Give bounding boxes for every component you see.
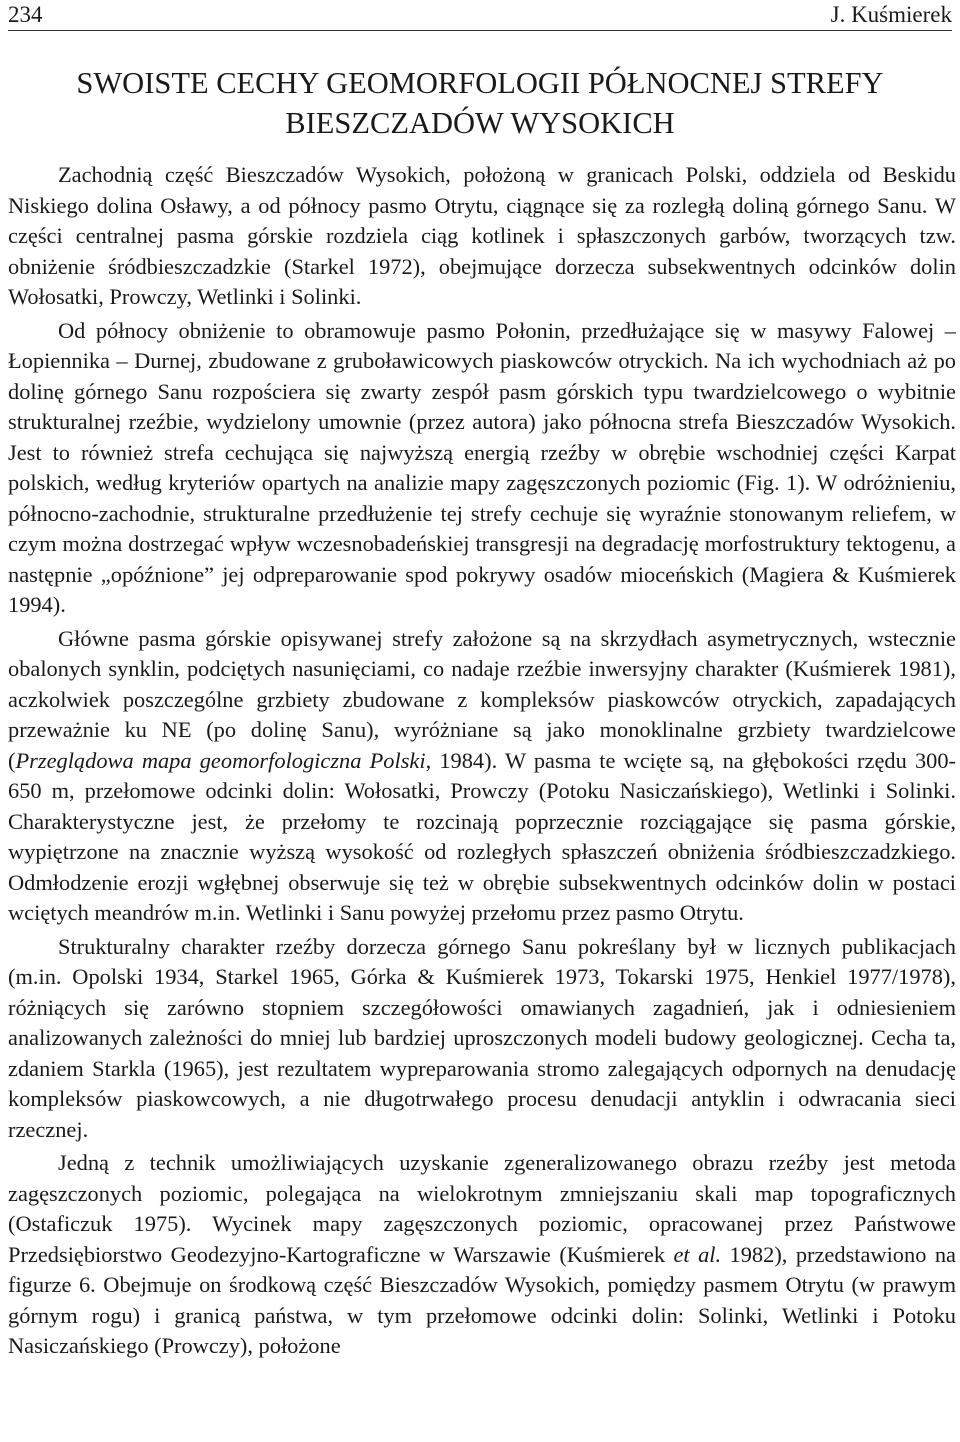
paragraph-5-text-b: 1982), przedstawiono na figurze 6. Obejmuje on środkową część Bieszczadów Wysokich, pomiędzy pasmem Otrytu (w prawym górnym rogu) i granicą państwa, w tym przełomowe odcinki dolin: Solinki, Wetlinki i Potoku Nasiczańskiego (Prowczy), położone [8,1241,956,1358]
paragraph-5-text-a: Jedną z technik umożliwiających uzyskanie zgeneralizowanego obrazu rzeźby jest metoda zagęszczonych poziomic, polegająca na wielokrotnym zmniejszaniu skali map topograficznych (Ostaficzuk 1975). Wycinek mapy zagęszczonych poziomic, opracowanej przez Państwowe Przedsiębiorstwo Geodezyjno-Kartograficzne w Warszawie (Kuśmierek [8,1150,956,1267]
paragraph-4: Strukturalny charakter rzeźby dorzecza górnego Sanu pokreślany był w licznych publikacjach (m.in. Opolski 1934, Starkel 1965, Górka & Kuśmierek 1973, Tokarski 1975, Henkiel 1977/1978), różniących się zarówno stopniem szczegółowości omawianych zagadnień, jak i odniesieniem analizowanych zależności do mniej lub bardziej uproszczonych modeli budowy geologicznej. Cecha ta, zdaniem Starkla (1965), jest rezultatem wypreparowania stromo zalegających odpornych na denudację kompleksów piaskowcowych, a nie długotrwałego procesu denudacji antyklin i odwracania sieci rzecznej. [8,933,956,1142]
running-author: J. Kuśmierek [830,2,952,27]
paragraph-3-text-b: , 1984). W pasma te wcięte są, na głębokości rzędu 300-650 m, przełomowe odcinki dolin: Wołosatki, Prowczy (Potoku Nasiczańskiego), Wetlinki i Solinki. Charakterystyczne jest, że przełomy te rozcinają poprzecznie rozciągające się pasma górskie, wypiętrzone na znacznie wyższą wysokość od rozległych spłaszczeń obniżenia śródbieszczadzkiego. Odmłodzenie erozji wgłębnej obserwuje się też w obrębie subsekwentnych odcinków dolin w postaci wciętych meandrów m.in. Wetlinki i Sanu powyżej przełomu przez pasmo Otrytu. [8,747,956,925]
running-head [8,0,952,31]
paragraph-2: Od północy obniżenie to obramowuje pasmo Połonin, przedłużające się w masywy Falowej – Łopiennika – Durnej, zbudowane z gruboławicowych piaskowców otryckich. Na ich wychodniach aż po dolinę górnego Sanu rozpościera się zwarty zespół pasm górskich typu twardzielcowego o wybitnie strukturalnej rzeźbie, wydzielony umownie (przez autora) jako północna strefa Bieszczadów Wysokich. Jest to również strefa cechująca się najwyższą energią rzeźby w obrębie wschodniej części Karpat polskich, według kryteriów opartych na analizie mapy zagęszczonych poziomic (Fig. 1). W odróżnieniu, północno-zachodnie, strukturalne przedłużenie tej strefy cechuje się wyraźnie stonowanym reliefem, w czym można dostrzegać wpływ wczesnobadeńskiej transgresji na degradację morfostruktury tektogenu, a następnie „opóźnione” jej odpreparowanie spod pokrywy osadów mioceńskich (Magiera & Kuśmierek 1994). [8,317,956,617]
paragraph-3-text-a: Główne pasma górskie opisywanej strefy założone są na skrzydłach asymetrycznych, wstecznie obalonych synklin, podciętych nasunięciami, co nadaje rzeźbie inwersyjny charakter (Kuśmierek 1981), aczkolwiek poszczególne grzbiety zbudowane z kompleksów piaskowców otryckich, zapadających przeważnie ku NE (po dolinę Sanu), wyróżniane są jako monoklinalne grzbiety twardzielcowe ( [8,625,956,773]
article-body [8,160,956,1362]
title-line-1: SWOISTE CECHY GEOMORFOLOGII PÓŁNOCNEJ STREFY [76,66,884,100]
paragraph-1: Zachodnią część Bieszczadów Wysokich, położoną w granicach Polski, oddziela od Beskidu Niskiego dolina Osławy, a od północy pasmo Otrytu, ciągnące się za rozległą doliną górnego Sanu. W części centralnej pasma górskie rozdziela ciąg kotlinek i spłaszczonych garbów, tworzących tzw. obniżenie śródbieszczadzkie (Starkel 1972), obejmujące dorzecza subsekwentnych odcinków dolin Wołosatki, Prowczy, Wetlinki i Solinki. [8,162,956,309]
article-title [0,63,960,143]
cited-work-title: Przeglądowa mapa geomorfologiczna Polski [15,747,426,773]
page-number: 234 [8,2,43,27]
paragraph-5 [8,1148,956,1362]
paragraph-3 [8,624,956,929]
et-al: et al. [673,1241,722,1267]
title-line-2: BIESZCZADÓW WYSOKICH [285,106,675,140]
